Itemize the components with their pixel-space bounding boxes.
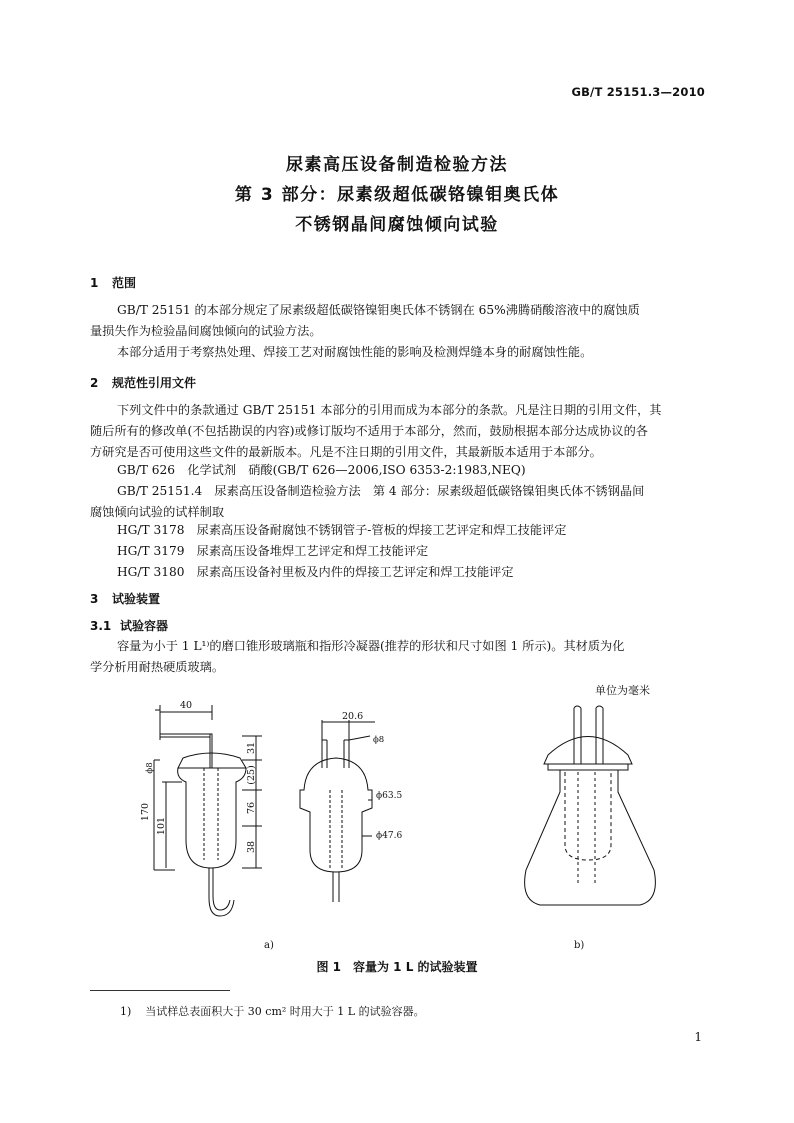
section-2-para1-line1: 下列文件中的条款通过 GB/T 25151 本部分的引用而成为本部分的条款。凡是注日期的引用文件，其 [117, 403, 662, 417]
unit-note: 单位为毫米 [595, 684, 650, 697]
dim-20-6: 20.6 [342, 711, 364, 722]
subsection-3-1-heading [90, 617, 168, 634]
figure-1-caption-text: 容量为 1 L 的试验装置 [353, 960, 478, 974]
dim-phi63-5: ϕ63.5 [376, 791, 403, 801]
figure-label-a: a) [264, 940, 274, 951]
section-1-title: 范围 [112, 276, 137, 290]
dim-31: 31 [246, 741, 257, 755]
figure-label-b: b) [574, 940, 585, 951]
figure-1-drawing [0, 690, 794, 955]
page-number: 1 [694, 1030, 702, 1044]
section-2-number: 2 [90, 376, 99, 390]
reference-hgt3179: HG/T 3179 尿素高压设备堆焊工艺评定和焊工技能评定 [117, 544, 429, 558]
subsection-3-1-title: 试验容器 [120, 619, 169, 633]
dim-phi47-6: ϕ47.6 [376, 831, 403, 841]
section-3-para1-line2: 学分析用耐热硬质玻璃。 [90, 660, 225, 674]
doc-title-line2: 第 3 部分：尿素级超低碳铬镍钼奥氏体 [234, 185, 560, 205]
reference-hgt3178: HG/T 3178 尿素高压设备耐腐蚀不锈钢管子-管板的焊接工艺评定和焊工技能评定 [117, 523, 567, 537]
reference-gbt25151-4-line1: GB/T 25151.4 尿素高压设备制造检验方法 第 4 部分：尿素级超低碳铬镍钼奥氏体不锈钢晶间 [117, 484, 645, 498]
subsection-3-1-number: 3.1 [90, 619, 112, 633]
footnote-separator [90, 990, 230, 991]
footnote [120, 1003, 425, 1019]
section-3-heading [90, 590, 160, 607]
section-1-number: 1 [90, 276, 99, 290]
reference-hgt3180: HG/T 3180 尿素高压设备衬里板及内件的焊接工艺评定和焊工技能评定 [117, 565, 514, 579]
dim-phi8-left: ϕ8 [145, 762, 155, 774]
dim-38: 38 [246, 840, 257, 854]
section-3-para1-line1: 容量为小于 1 L¹⁾的磨口锥形玻璃瓶和指形冷凝器(推荐的形状和尺寸如图 1 所示)。其材质为化 [117, 639, 625, 653]
dim-phi8-top: ϕ8 [373, 735, 385, 745]
flask-assembly [525, 706, 656, 905]
reference-gbt626: GB/T 626 化学试剂 硝酸(GB/T 626—2006,ISO 6353-2:1983,NEQ) [117, 463, 526, 477]
section-1-para1-line2: 量损失作为检验晶间腐蚀倾向的试验方法。 [90, 324, 322, 338]
figure-1-caption [0, 958, 794, 975]
section-1-para2: 本部分适用于考察热处理、焊接工艺对耐腐蚀性能的影响及检测焊缝本身的耐腐蚀性能。 [117, 345, 593, 359]
dim-170: 170 [140, 802, 151, 822]
section-2-title: 规范性引用文件 [112, 376, 197, 390]
dim-40: 40 [179, 700, 193, 711]
section-3-number: 3 [90, 592, 99, 606]
condenser-front-view [300, 720, 375, 902]
section-1-para1-line1: GB/T 25151 的本部分规定了尿素级超低碳铬镍钼奥氏体不锈钢在 65%沸腾硝酸溶液中的腐蚀质 [117, 303, 640, 317]
section-2-heading [90, 374, 196, 391]
dim-25: (25) [246, 765, 257, 785]
standard-number: GB/T 25151.3—2010 [571, 85, 705, 99]
footnote-text: 当试样总表面积大于 30 cm² 时用大于 1 L 的试验容器。 [145, 1005, 425, 1018]
reference-gbt25151-4-line2: 腐蚀倾向试验的试样制取 [90, 505, 225, 519]
dim-101: 101 [156, 816, 167, 836]
doc-title-line3: 不锈钢晶间腐蚀倾向试验 [295, 215, 499, 235]
section-2-para1-line3: 方研究是否可使用这些文件的最新版本。凡是不注日期的引用文件，其最新版本适用于本部分。 [90, 445, 602, 459]
doc-title-line1: 尿素高压设备制造检验方法 [286, 155, 508, 175]
figure-1-number: 图 1 [316, 960, 341, 974]
section-1-heading [90, 274, 136, 291]
section-2-para1-line2: 随后所有的修改单(不包括勘误的内容)或修订版均不适用于本部分，然而，鼓励根据本部分达成协议的各 [90, 424, 648, 438]
section-3-title: 试验装置 [112, 592, 161, 606]
dim-76: 76 [246, 801, 257, 815]
footnote-mark: 1) [120, 1005, 132, 1018]
